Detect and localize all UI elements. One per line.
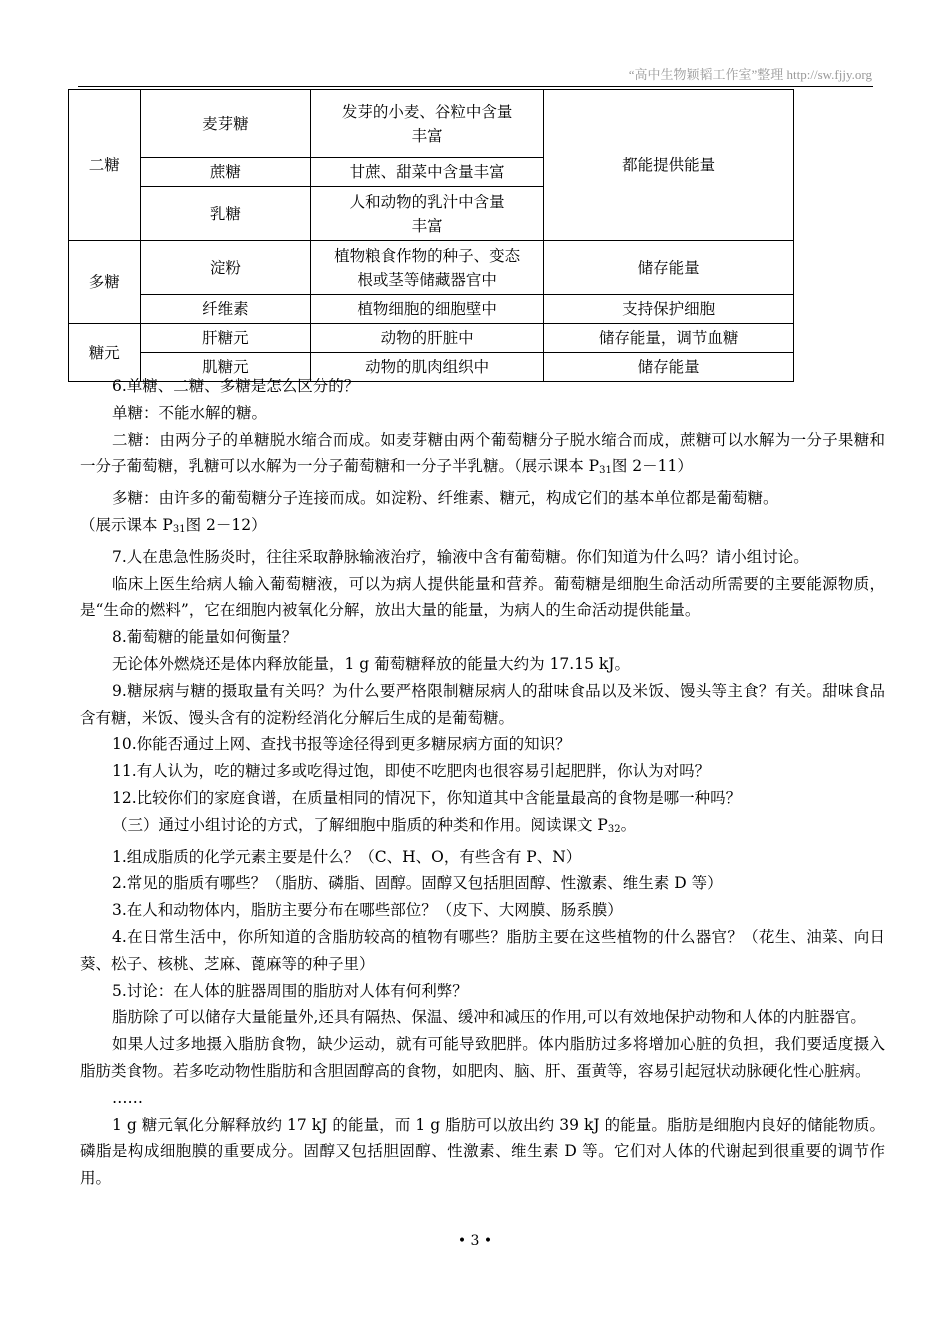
answer-8: 无论体外燃烧还是体内释放能量，1 g 葡萄糖释放的能量大约为 17.15 kJ。 (112, 654, 630, 673)
question-9: 9.糖尿病与糖的摄取量有关吗？为什么要严格限制糖尿病人的甜味食品以及米饭、馒头等主食？有关。甜味食品含有糖，米饭、馒头含有的淀粉经消化分解后生成的是葡萄糖。 (80, 681, 885, 727)
question-12: 12.比较你们的家庭食谱，在质量相同的情况下，你知道其中含能量最高的食物是哪一种吗？ (112, 788, 742, 807)
sugar-name-cell: 麦芽糖 (140, 90, 310, 158)
question-8: 8.葡萄糖的能量如何衡量？ (112, 628, 298, 647)
sugar-name-cell: 肝糖元 (140, 324, 310, 353)
source-cell: 植物粮食作物的种子、变态 根或茎等储藏器官中 (311, 241, 544, 295)
lipid-question-4: 4.在日常生活中，你所知道的含脂肪较高的植物有哪些？脂肪主要在这些植物的什么器官？（花生、油菜、向日葵、松子、核桃、芝麻、蓖麻等的种子里） (80, 927, 885, 973)
sugar-name-cell: 乳糖 (140, 187, 310, 241)
lipid-question-1: 1.组成脂质的化学元素主要是什么？（C、H、O，有些含有 P、N） (112, 847, 582, 866)
summary-paragraph: 1 g 糖元氧化分解释放约 17 kJ 的能量，而 1 g 脂肪可以放出约 39 kJ 的能量。脂肪是细胞内良好的储能物质。磷脂是构成细胞膜的重要成分。固醇又包括胆固醇、性激素、维生素 D 等。它们对人体的代谢起到很重要的调节作用。 (80, 1115, 885, 1188)
sugar-table (68, 89, 794, 382)
source-cell: 发芽的小麦、谷粒中含量 丰富 (311, 90, 544, 158)
function-cell: 储存能量，调节血糖 (544, 324, 794, 353)
source-cell: 甘蔗、甜菜中含量丰富 (311, 158, 544, 187)
source-cell: 人和动物的乳汁中含量 丰富 (311, 187, 544, 241)
function-cell: 支持保护细胞 (544, 295, 794, 324)
lipid-question-3: 3.在人和动物体内，脂肪主要分布在哪些部位？（皮下、大网膜、肠系膜） (112, 901, 623, 920)
lipid-question-5: 5.讨论：在人体的脏器周围的脂肪对人体有何利弊？ (112, 981, 468, 1000)
header-rule (78, 86, 873, 87)
category-cell: 二糖 (69, 90, 141, 241)
source-cell: 植物细胞的细胞壁中 (311, 295, 544, 324)
sugar-name-cell: 淀粉 (140, 241, 310, 295)
category-cell: 糖元 (69, 324, 141, 382)
answer-7: 临床上医生给病人输入葡萄糖液，可以为病人提供能量和营养。葡萄糖是细胞生命活动所需要的主要能源物质，是“生命的燃料”，它在细胞内被氧化分解，放出大量的能量，为病人的生命活动提供能量。 (80, 574, 885, 620)
answer-polysaccharide: 多糖：由许多的葡萄糖分子连接而成。如淀粉、纤维素、糖元，构成它们的基本单位都是葡萄糖。 (112, 489, 779, 508)
function-cell: 储存能量 (544, 353, 794, 382)
page-header: “高中生物颖韬工作室”整理 http://sw.fjjy.org (628, 67, 872, 82)
category-cell: 多糖 (69, 241, 141, 324)
lipid-answer-benefit: 脂肪除了可以储存大量能量外,还具有隔热、保温、缓冲和减压的作用,可以有效地保护动物和人体的内脏器官。 (112, 1008, 866, 1027)
source-cell: 动物的肌肉组织中 (311, 353, 544, 382)
table-row (69, 295, 794, 324)
table-row (69, 90, 794, 158)
question-10: 10.你能否通过上网、查找书报等途径得到更多糖尿病方面的知识？ (112, 735, 571, 754)
answer-disaccharide: 二糖：由两分子的单糖脱水缩合而成。如麦芽糖由两个葡萄糖分子脱水缩合而成，蔗糖可以水解为一分子果糖和一分子葡萄糖，乳糖可以水解为一分子葡萄糖和一分子半乳糖。（展示课本 $P_{31}$图 2－11） (80, 430, 885, 477)
sugar-name-cell: 蔗糖 (140, 158, 310, 187)
sugar-name-cell: 纤维素 (140, 295, 310, 324)
question-7: 7.人在患急性肠炎时，往往采取静脉输液治疗，输液中含有葡萄糖。你们知道为什么吗？请小组讨论。 (112, 547, 809, 566)
function-cell: 都能提供能量 (544, 90, 794, 241)
table-row (69, 324, 794, 353)
question-6: 6.单糖、二糖、多糖是怎么区分的？ (112, 377, 360, 395)
question-11: 11.有人认为，吃的糖过多或吃得过饱，即使不吃肥肉也很容易引起肥胖，你认为对吗？ (112, 762, 711, 781)
section-3-heading: （三）通过小组讨论的方式，了解细胞中脂质的种类和作用。阅读课文 $P_{32}$。 (112, 815, 637, 835)
answer-monosaccharide: 单糖：不能水解的糖。 (112, 403, 268, 422)
table-row (69, 241, 794, 295)
source-cell: 动物的肝脏中 (311, 324, 544, 353)
lipid-answer-harm: 如果人过多地摄入脂肪食物，缺少运动，就有可能导致肥胖。体内脂肪过多将增加心脏的负担，我们要适度摄入脂肪类食物。若多吃动物性脂肪和含胆固醇高的食物，如肥肉、脑、肝、蛋黄等，容易引起冠状动脉硬化性心脏病。 (80, 1035, 885, 1080)
function-cell: 储存能量 (544, 241, 794, 295)
answer-polysaccharide-ref: （展示课本 $P_{31}$图 2－12） (80, 515, 267, 535)
page-number: • 3 • (457, 1233, 493, 1249)
ellipsis: …… (112, 1088, 143, 1107)
lipid-question-2: 2.常见的脂质有哪些？（脂肪、磷脂、固醇。固醇又包括胆固醇、性激素、维生素 D 等） (112, 874, 723, 893)
body-text (80, 373, 885, 1192)
sugar-name-cell: 肌糖元 (140, 353, 310, 382)
